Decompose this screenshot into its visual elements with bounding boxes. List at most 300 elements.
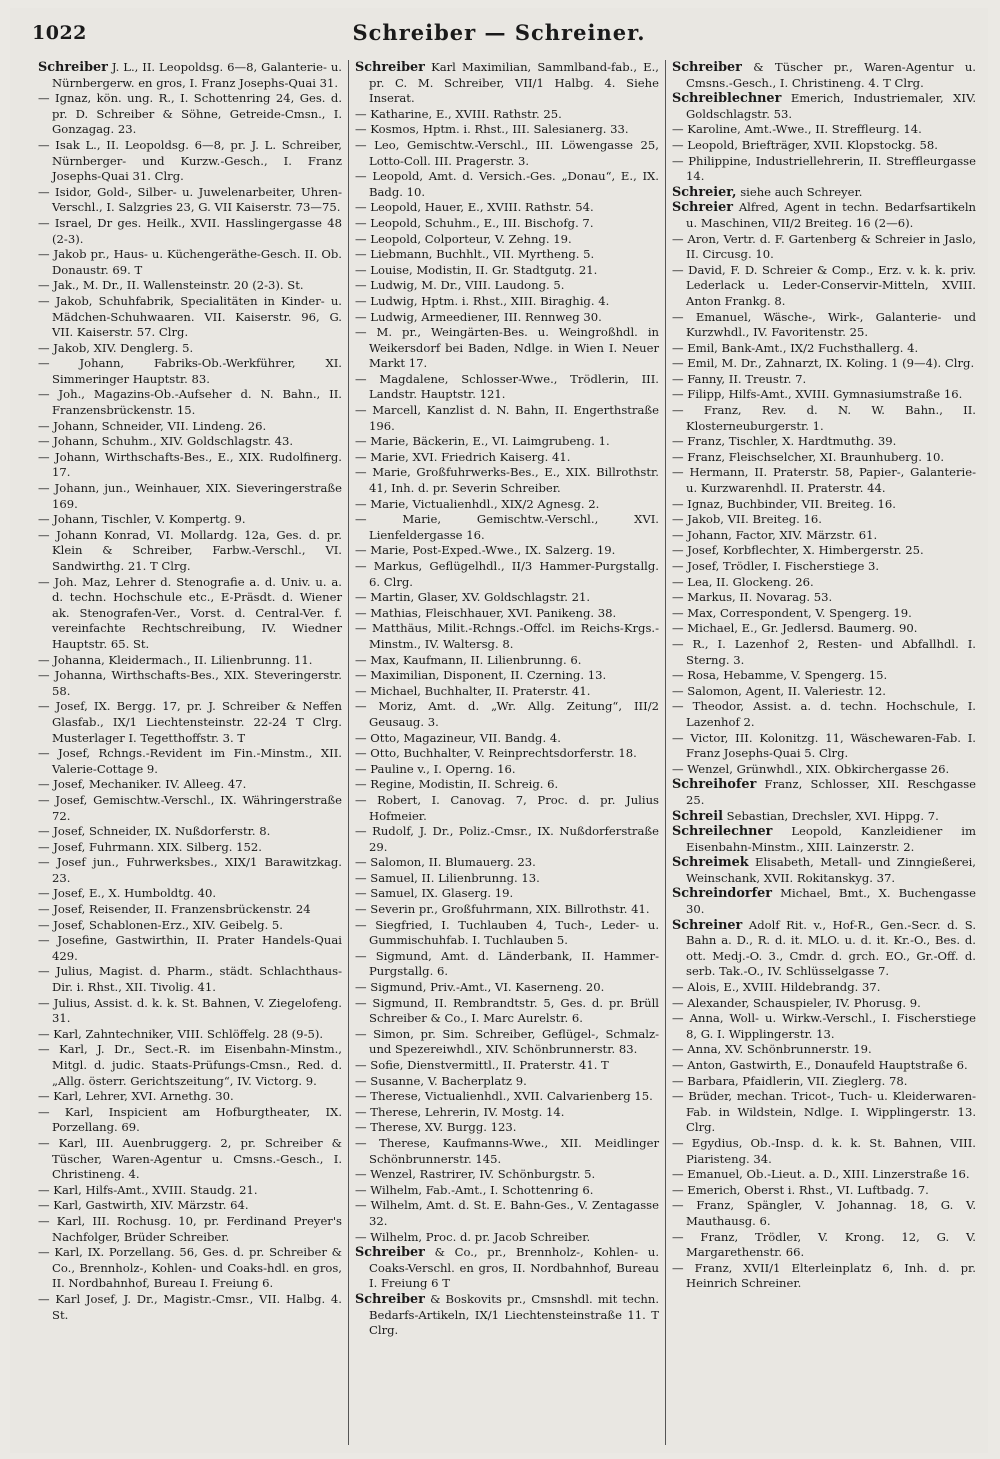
entry-text: — Therese, Kaufmanns-Wwe., XII. Meidlinger Schönbrunnerstr. 145. — [355, 1135, 659, 1166]
entry-text: — Johann Konrad, VI. Mollardg. 12a, Ges. d. pr. Klein & Schreiber, Farbw.-Verschl., VI. Sandwirthg. 21. T Clrg. — [38, 527, 342, 573]
entry-text: — Aron, Vertr. d. F. Gartenberg & Schreier in Jaslo, II. Circusg. 10. — [672, 231, 976, 262]
directory-entry-main — [672, 60, 976, 91]
directory-entry — [38, 387, 342, 418]
directory-entry — [38, 528, 342, 575]
entry-text: — Leopold, Amt. d. Versich.-Ges. „Donau“, E., IX. Badg. 10. — [355, 169, 659, 199]
entry-text: — Robert, I. Canovag. 7, Proc. d. pr. Julius Hofmeier. — [355, 792, 659, 823]
directory-entry — [672, 387, 976, 403]
entry-text: — Josefine, Gastwirthin, II. Prater Handels-Quai 429. — [38, 933, 342, 963]
directory-entry-main — [355, 1292, 659, 1339]
entry-text: — Jakob, VII. Breiteg. 16. — [672, 512, 822, 527]
entry-text: — Theodor, Assist. a. d. techn. Hochschule, I. Lazenhof 2. — [672, 699, 976, 729]
directory-entry — [355, 1120, 659, 1136]
directory-entry-main — [355, 60, 659, 107]
directory-entry — [38, 138, 342, 185]
directory-entry — [38, 824, 342, 840]
directory-entry — [355, 824, 659, 855]
directory-entry — [355, 1230, 659, 1246]
entry-text: — M. pr., Weingärten-Bes. u. Weingroßhdl. in Weikersdorf bei Baden, Ndlge. in Wien I. Neuer Markt 17. — [355, 325, 659, 371]
entry-text: — Julius, Magist. d. Pharm., städt. Schlachthaus-Dir. i. Rhst., XII. Tivolig. 41. — [38, 964, 342, 995]
entry-text: — Samuel, IX. Glaserg. 19. — [355, 886, 514, 901]
entry-text: — Sigmund, Amt. d. Länderbank, II. Hammer-Purgstallg. 6. — [355, 948, 659, 979]
directory-entry — [355, 1105, 659, 1121]
entry-text: — Karoline, Amt.-Wwe., II. Streffleurg. 14. — [672, 122, 922, 137]
entry-text: — Therese, Lehrerin, IV. Mostg. 14. — [355, 1104, 565, 1119]
entry-text: & Tüscher pr., Waren-Agentur u. Cmsns.-Gesch., I. Christineng. 4. T Clrg. — [686, 60, 976, 90]
entry-text: — Hermann, II. Praterstr. 58, Papier-, Galanterie- u. Kurzwarenhdl. II. Praterstr. 44. — [672, 465, 976, 496]
entry-text: — Sigmund, Priv.-Amt., VI. Kaserneng. 20. — [355, 980, 605, 995]
entry-text: — Samuel, II. Lilienbrunng. 13. — [355, 870, 540, 885]
directory-entry — [38, 855, 342, 886]
directory-entry — [355, 1074, 659, 1090]
directory-entry — [355, 902, 659, 918]
directory-entry — [355, 871, 659, 887]
entry-text: — Alexander, Schauspieler, IV. Phorusg. 9. — [672, 995, 921, 1010]
entry-text: — Liebmann, Buchhlt., VII. Myrtheng. 5. — [355, 247, 595, 262]
directory-entry — [38, 481, 342, 512]
directory-entry-main — [672, 886, 976, 917]
entry-text: — Mathias, Fleischhauer, XVI. Panikeng. 38. — [355, 605, 617, 620]
directory-entry — [355, 138, 659, 169]
entry-text: — Josef, Rchngs.-Revident im Fin.-Minstm., XII. Valerie-Cottage 9. — [38, 746, 342, 776]
directory-entry — [672, 1230, 976, 1261]
entry-text: — Wilhelm, Amt. d. St. E. Bahn-Ges., V. Zentagasse 32. — [355, 1198, 659, 1228]
entry-text: — Simon, pr. Sim. Schreiber, Geflügel-, Schmalz- und Spezereiwhdl., XIV. Schönbrunnerstr. 83. — [355, 1026, 659, 1057]
directory-entry — [672, 996, 976, 1012]
entry-text: — Franz, Tischler, X. Hardtmuthg. 39. — [672, 434, 897, 449]
column-3 — [665, 60, 982, 1445]
entry-text: — Moriz, Amt. d. „Wr. Allg. Zeitung“, III/2 Geusaug. 3. — [355, 699, 659, 729]
entry-text: — Sofie, Dienstvermittl., II. Praterstr. 41. T — [355, 1058, 609, 1072]
entry-text: — Matthäus, Milit.-Rchngs.-Offcl. im Reichs-Krgs.-Minstm., IV. Waltersg. 8. — [355, 621, 659, 651]
directory-entry — [355, 247, 659, 263]
entry-text: Karl Maximilian, Sammlband-fab., E., pr. C. M. Schreiber, VII/1 Halbg. 4. Siehe Inserat. — [369, 60, 659, 106]
entry-text: — Leopold, Colporteur, V. Zehng. 19. — [355, 231, 572, 246]
directory-entry — [38, 840, 342, 856]
directory-entry — [672, 559, 976, 575]
page-header — [10, 8, 988, 54]
directory-entry — [38, 699, 342, 746]
entry-text: — Karl, J. Dr., Sect.-R. im Eisenbahn-Minstm., Mitgl. d. judic. Staats-Prüfungs-Cmsn., Red. d. „Allg. österr. Gerichtszeitung“, IV. Victorg. 9. — [38, 1042, 342, 1088]
entry-text: — Markus, II. Novarag. 53. — [672, 590, 833, 605]
directory-entry — [355, 294, 659, 310]
entry-text: — Brüder, mechan. Tricot-, Tuch- u. Kleiderwaren-Fab. in Wildstein, Ndlge. I. Wipplingerstr. 13. Clrg. — [672, 1089, 976, 1135]
directory-entry-main — [672, 91, 976, 122]
directory-entry — [355, 777, 659, 793]
directory-entry — [672, 668, 976, 684]
entry-text: & Co., pr., Brennholz-, Kohlen- u. Coaks-Verschl. en gros, II. Nordbahnhof, Bureau I. Freiung 6 T — [369, 1245, 660, 1291]
entry-text: siehe auch Schreyer. — [740, 184, 863, 199]
directory-entry — [672, 543, 976, 559]
entry-text: Adolf Rit. v., Hof-R., Gen.-Secr. d. S. Bahn a. D., R. d. it. MLO. u. d. it. Kr.-O., Bes. d. ott. Medj.-O. 3., Cmdr. d. grch. EO., Gr.-Off. d. serb. Tak.-O., IV. Schlüsselgasse 7. — [686, 917, 976, 979]
entry-text: — Josef, Korbflechter, X. Himbergerstr. 25. — [672, 543, 924, 558]
directory-entry-main — [672, 918, 976, 980]
entry-text: — Wilhelm, Fab.-Amt., I. Schottenring 6. — [355, 1182, 594, 1197]
entry-text: — Marie, Gemischtw.-Verschl., XVI. Lienfeldergasse 16. — [355, 512, 659, 542]
directory-entry — [672, 1011, 976, 1042]
directory-entry — [355, 886, 659, 902]
directory-entry — [672, 1167, 976, 1183]
entry-text: — Regine, Modistin, II. Schreig. 6. — [355, 777, 559, 792]
directory-entry — [355, 699, 659, 730]
entry-surname: Schreil — [672, 808, 723, 824]
entry-text: — Louise, Modistin, II. Gr. Stadtgutg. 21. — [355, 262, 598, 277]
entry-text: Franz, Schlosser, XII. Reschgasse 25. — [686, 777, 976, 807]
directory-entry — [672, 1089, 976, 1136]
directory-entry — [38, 653, 342, 669]
directory-entry — [672, 731, 976, 762]
directory-entry — [672, 497, 976, 513]
directory-entry — [355, 1089, 659, 1105]
entry-text: — Karl, III. Rochusg. 10, pr. Ferdinand Preyer's Nachfolger, Brüder Schreiber. — [38, 1213, 342, 1244]
directory-entry — [355, 980, 659, 996]
entry-text: — R., I. Lazenhof 2, Resten- und Abfallhdl. I. Sterng. 3. — [672, 636, 976, 667]
directory-entry — [672, 512, 976, 528]
directory-entry — [355, 1027, 659, 1058]
entry-text: — Karl, III. Auenbruggerg. 2, pr. Schreiber & Tüscher, Waren-Agentur u. Cmsns.-Gesch., I. Christineng. 4. — [38, 1135, 342, 1182]
entry-text: — Philippine, Industriellehrerin, II. Streffleurgasse 14. — [672, 153, 976, 184]
entry-text: — Otto, Magazineur, VII. Bandg. 4. — [355, 730, 561, 745]
column-1 — [32, 60, 348, 1445]
directory-entry — [355, 403, 659, 434]
directory-entry — [38, 964, 342, 995]
entry-text: — Joh., Magazins-Ob.-Aufseher d. N. Bahn., II. Franzensbrückenstr. 15. — [38, 387, 342, 418]
directory-page — [10, 8, 988, 1453]
directory-entry — [672, 1042, 976, 1058]
directory-entry — [355, 200, 659, 216]
entry-text: — Isak L., II. Leopoldsg. 6—8, pr. J. L. Schreiber, Nürnberger- und Kurzw.-Gesch., I. Franz Josephs-Quai 31. Clrg. — [38, 137, 342, 184]
entry-text: — David, F. D. Schreier & Comp., Erz. v. k. k. priv. Lederlack u. Leder-Conservir-Mitteln, XVIII. Anton Frankg. 8. — [672, 262, 976, 308]
directory-entry — [355, 949, 659, 980]
directory-entry — [38, 575, 342, 653]
directory-entry — [355, 372, 659, 403]
directory-entry — [355, 232, 659, 248]
entry-text: — Martin, Glaser, XV. Goldschlagstr. 21. — [355, 590, 591, 605]
entry-text: — Barbara, Pfaidlerin, VII. Zieglerg. 78. — [672, 1073, 908, 1088]
directory-entry — [355, 310, 659, 326]
entry-text: — Josef, Trödler, I. Fischerstiege 3. — [672, 559, 880, 573]
directory-entry — [672, 403, 976, 434]
entry-text: — Ignaz, Buchbinder, VII. Breiteg. 16. — [672, 496, 896, 511]
directory-entry — [38, 1089, 342, 1105]
entry-text: — Emil, M. Dr., Zahnarzt, IX. Koling. 1 (9—4). Clrg. — [672, 356, 975, 371]
directory-entry — [672, 528, 976, 544]
directory-entry — [672, 138, 976, 154]
entry-text: — Therese, Victualienhdl., XVII. Calvarienberg 15. — [355, 1089, 653, 1104]
directory-entry — [355, 1167, 659, 1183]
directory-entry — [38, 294, 342, 341]
entry-text: — Rudolf, J. Dr., Poliz.-Cmsr., IX. Nußdorferstraße 29. — [355, 824, 659, 854]
entry-text: — Marcell, Kanzlist d. N. Bahn, II. Engerthstraße 196. — [355, 403, 659, 433]
entry-text: — Marie, Bäckerin, E., VI. Laimgrubeng. 1. — [355, 434, 610, 449]
entry-surname: Schreihofer — [672, 777, 757, 793]
directory-entry — [355, 325, 659, 372]
entry-text: — Lea, II. Glockeng. 26. — [672, 574, 814, 589]
entry-text: — Josef, Fuhrmann. XIX. Silberg. 152. — [38, 839, 262, 854]
page-number: 1022 — [32, 22, 87, 44]
directory-entry — [355, 169, 659, 200]
directory-entry — [672, 450, 976, 466]
directory-entry — [672, 1136, 976, 1167]
entry-text: — Josef, E., X. Humboldtg. 40. — [38, 886, 217, 901]
entry-text: — Marie, XVI. Friedrich Kaiserg. 41. — [355, 449, 571, 464]
directory-entry — [355, 684, 659, 700]
entry-text: — Josef, Reisender, II. Franzensbrückenstr. 24 — [38, 902, 311, 917]
directory-entry — [672, 575, 976, 591]
directory-entry — [38, 902, 342, 918]
entry-text: Elisabeth, Metall- und Zinngießerei, Weinschank, XVII. Rokitanskyg. 37. — [686, 855, 976, 885]
directory-entry — [672, 232, 976, 263]
directory-entry — [355, 107, 659, 123]
directory-entry — [672, 341, 976, 357]
directory-entry — [38, 746, 342, 777]
entry-text: — Wenzel, Rastrirer, IV. Schönburgstr. 5. — [355, 1167, 596, 1182]
directory-entry — [672, 637, 976, 668]
entry-text: — Franz, XVII/1 Elterleinplatz 6, Inh. d. pr. Heinrich Schreiner. — [672, 1260, 976, 1291]
entry-text: — Josef, Gemischtw.-Verschl., IX. Währingerstraße 72. — [38, 792, 342, 823]
entry-text: — Franz, Spängler, V. Johannag. 18, G. V. Mauthausg. 6. — [672, 1198, 976, 1228]
entry-surname: Schreier, — [672, 184, 737, 200]
entry-text: — Franz, Rev. d. N. W. Bahn., II. Klosterneuburgerstr. 1. — [672, 403, 976, 433]
entry-text: & Boskovits pr., Cmsnshdl. mit techn. Bedarfs-Artikeln, IX/1 Liechtensteinstraße 11. T Clrg. — [369, 1291, 660, 1338]
entry-text: — Max, Kaufmann, II. Lilienbrunng. 6. — [355, 652, 582, 667]
entry-surname: Schreier — [672, 200, 733, 216]
entry-surname: Schreiber — [355, 1245, 425, 1261]
directory-entry — [38, 933, 342, 964]
directory-entry — [38, 1105, 342, 1136]
entry-text: Leopold, Kanzleidiener im Eisenbahn-Minstm., XIII. Lainzerstr. 2. — [686, 824, 977, 854]
directory-entry — [38, 918, 342, 934]
entry-text: — Johann, Wirthschafts-Bes., E., XIX. Rudolfinerg. 17. — [38, 449, 342, 480]
entry-text: Sebastian, Drechsler, XVI. Hippg. 7. — [726, 808, 939, 823]
directory-entry — [355, 746, 659, 762]
entry-text: — Max, Correspondent, V. Spengerg. 19. — [672, 605, 912, 620]
directory-entry — [672, 606, 976, 622]
directory-entry — [355, 731, 659, 747]
directory-entry — [355, 793, 659, 824]
directory-entry — [38, 1245, 342, 1292]
directory-entry — [672, 1261, 976, 1292]
directory-entry — [38, 91, 342, 138]
column-2 — [348, 60, 665, 1445]
directory-entry — [38, 1042, 342, 1089]
directory-columns — [32, 60, 982, 1445]
entry-text: Michael, Bmt., X. Buchengasse 30. — [686, 886, 976, 917]
entry-text: — Kosmos, Hptm. i. Rhst., III. Salesianerg. 33. — [355, 122, 629, 137]
entry-text: — Karl, Zahntechniker, VIII. Schlöffelg. 28 (9-5). — [38, 1026, 324, 1041]
directory-entry-main — [672, 855, 976, 886]
entry-surname: Schreiner — [672, 917, 743, 933]
entry-text: — Johanna, Wirthschafts-Bes., XIX. Steveringerstr. 58. — [38, 668, 342, 698]
entry-text: Alfred, Agent in techn. Bedarfsartikeln u. Maschinen, VII/2 Breiteg. 16 (2—6). — [686, 200, 977, 230]
directory-entry — [355, 122, 659, 138]
directory-entry-main — [672, 809, 976, 825]
entry-text: — Josef, IX. Bergg. 17, pr. J. Schreiber & Neffen Glasfab., IX/1 Liechtensteinstr. 22-24 T Clrg. Musterlager I. Tegetthoffstr. 3. T — [38, 699, 342, 745]
entry-text: — Karl, Inspicient am Hofburgtheater, IX. Porzellang. 69. — [38, 1104, 342, 1135]
entry-text: — Maximilian, Disponent, II. Czerning. 13. — [355, 668, 607, 683]
entry-text: — Magdalene, Schlosser-Wwe., Trödlerin, III. Landstr. Hauptstr. 121. — [355, 371, 659, 402]
directory-entry — [38, 356, 342, 387]
entry-text: J. L., II. Leopoldsg. 6—8, Galanterie- u. Nürnbergerw. en gros, I. Franz Josephs-Quai 31. — [52, 60, 342, 90]
directory-entry — [355, 1136, 659, 1167]
directory-entry — [355, 606, 659, 622]
entry-text: — Sigmund, II. Rembrandtstr. 5, Ges. d. pr. Brüll Schreiber & Co., I. Marc Aurelstr. 6. — [355, 995, 659, 1026]
entry-text: — Joh. Maz, Lehrer d. Stenografie a. d. Univ. u. a. d. techn. Hochschule etc., E-Präsdt. d. Wiener ak. Stenografen-Ver., Vorst. d. Central-Ver. f. vereinfachte Rechtschreibung, IV. Wiedner Hauptstr. 65. St. — [38, 574, 342, 651]
entry-text: — Jakob pr., Haus- u. Küchengeräthe-Gesch. II. Ob. Donaustr. 69. T — [38, 247, 342, 277]
entry-surname: Schreiber — [355, 60, 425, 75]
entry-text: — Jakob, XIV. Denglerg. 5. — [38, 340, 194, 355]
directory-entry — [355, 762, 659, 778]
directory-entry — [672, 1183, 976, 1199]
directory-entry — [672, 621, 976, 637]
directory-entry — [38, 512, 342, 528]
entry-text: — Salomon, II. Blumauerg. 23. — [355, 855, 536, 870]
entry-text: — Leopold, Briefträger, XVII. Klopstockg. 58. — [672, 137, 938, 152]
entry-surname: Schreilechner — [672, 824, 773, 840]
entry-text: — Johann, jun., Weinhauer, XIX. Sieveringerstraße 169. — [38, 481, 342, 511]
directory-entry — [672, 154, 976, 185]
entry-text: — Rosa, Hebamme, V. Spengerg. 15. — [672, 668, 888, 683]
entry-text: — Johanna, Kleidermach., II. Lilienbrunng. 11. — [38, 652, 313, 667]
directory-entry — [355, 278, 659, 294]
directory-entry — [38, 1136, 342, 1183]
directory-entry — [38, 341, 342, 357]
directory-entry — [38, 996, 342, 1027]
entry-text: — Johann, Tischler, V. Kompertg. 9. — [38, 512, 246, 527]
entry-text: — Jak., M. Dr., II. Wallensteinstr. 20 (2-3). St. — [38, 278, 304, 293]
directory-entry — [672, 356, 976, 372]
directory-entry — [38, 247, 342, 278]
directory-entry — [355, 855, 659, 871]
entry-text: — Karl, Hilfs-Amt., XVIII. Staudg. 21. — [38, 1182, 258, 1197]
directory-entry — [672, 434, 976, 450]
entry-text: — Leopold, Schuhm., E., III. Bischofg. 7. — [355, 215, 594, 230]
entry-text: — Marie, Victualienhdl., XIX/2 Agnesg. 2. — [355, 496, 600, 511]
directory-entry — [355, 512, 659, 543]
directory-entry — [672, 1074, 976, 1090]
entry-text: — Josef jun., Fuhrwerksbes., XIX/1 Barawitzkag. 23. — [38, 855, 342, 885]
entry-text: — Therese, XV. Burgg. 123. — [355, 1120, 517, 1135]
directory-entry — [355, 1198, 659, 1229]
running-title: Schreiber — Schreiner. — [352, 20, 646, 45]
directory-entry — [355, 450, 659, 466]
entry-text: — Isidor, Gold-, Silber- u. Juwelenarbeiter, Uhren-Verschl., I. Salzgries 23, G. VII Kaiserstr. 73—75. — [38, 184, 342, 215]
entry-text: — Josef, Mechaniker. IV. Alleeg. 47. — [38, 777, 247, 792]
entry-text: — Leopold, Hauer, E., XVIII. Rathstr. 54. — [355, 200, 594, 215]
entry-text: — Marie, Großfuhrwerks-Bes., E., XIX. Billrothstr. 41, Inh. d. pr. Severin Schreiber. — [355, 465, 659, 496]
directory-entry — [355, 590, 659, 606]
entry-text: — Karl, Gastwirth, XIV. Märzstr. 64. — [38, 1198, 249, 1213]
entry-text: — Marie, Post-Exped.-Wwe., IX. Salzerg. 19. — [355, 543, 616, 558]
directory-entry — [38, 419, 342, 435]
directory-entry — [38, 886, 342, 902]
directory-entry — [355, 263, 659, 279]
directory-entry — [355, 1183, 659, 1199]
entry-text: — Alois, E., XVIII. Hildebrandg. 37. — [672, 980, 881, 995]
entry-text: — Julius, Assist. d. k. k. St. Bahnen, V. Ziegelofeng. 31. — [38, 995, 342, 1026]
entry-text: — Otto, Buchhalter, V. Reinprechtsdorferstr. 18. — [355, 746, 637, 761]
entry-text: — Josef, Schneider, IX. Nußdorferstr. 8. — [38, 824, 271, 839]
directory-entry — [38, 777, 342, 793]
directory-entry — [355, 996, 659, 1027]
entry-text: — Josef, Schablonen-Erz., XIV. Geibelg. 5. — [38, 917, 283, 932]
directory-entry — [38, 793, 342, 824]
entry-text: — Michael, Buchhalter, II. Praterstr. 41. — [355, 683, 591, 698]
directory-entry — [38, 216, 342, 247]
entry-text: — Jakob, Schuhfabrik, Specialitäten in Kinder- u. Mädchen-Schuhwaaren. VII. Kaiserstr. 96, G. VII. Kaiserstr. 57. Clrg. — [38, 293, 342, 340]
directory-entry-main — [672, 777, 976, 808]
directory-entry — [672, 699, 976, 730]
directory-entry — [355, 668, 659, 684]
directory-entry-main — [672, 185, 976, 201]
directory-entry — [672, 762, 976, 778]
entry-text: — Severin pr., Großfuhrmann, XIX. Billrothstr. 41. — [355, 902, 650, 917]
entry-text: — Johann, Factor, XIV. Märzstr. 61. — [672, 527, 878, 542]
entry-text: — Ludwig, Hptm. i. Rhst., XIII. Biraghig. 4. — [355, 293, 610, 308]
directory-entry — [38, 1292, 342, 1323]
entry-text: — Ludwig, M. Dr., VIII. Laudong. 5. — [355, 278, 565, 293]
directory-entry-main — [38, 60, 342, 91]
entry-text: — Johann, Schneider, VII. Lindeng. 26. — [38, 418, 267, 433]
directory-entry — [38, 1214, 342, 1245]
entry-text: — Emerich, Oberst i. Rhst., VI. Luftbadg. 7. — [672, 1182, 929, 1197]
entry-surname: Schreiber — [355, 1291, 425, 1307]
entry-text: — Karl Josef, J. Dr., Magistr.-Cmsr., VII. Halbg. 4. St. — [38, 1291, 342, 1322]
directory-entry — [38, 185, 342, 216]
directory-entry — [355, 465, 659, 496]
entry-text: — Emanuel, Ob.-Lieut. a. D., XIII. Linzerstraße 16. — [672, 1167, 970, 1182]
entry-text: — Markus, Geflügelhdl., II/3 Hammer-Purgstallg. 6. Clrg. — [355, 559, 659, 589]
directory-entry — [355, 497, 659, 513]
entry-text: — Anna, Woll- u. Wirkw.-Verschl., I. Fischerstiege 8, G. I. Wipplingerstr. 13. — [672, 1011, 976, 1041]
directory-entry — [355, 621, 659, 652]
directory-entry — [672, 1198, 976, 1229]
directory-entry — [672, 1058, 976, 1074]
directory-entry — [38, 450, 342, 481]
entry-surname: Schreindorfer — [672, 886, 773, 902]
directory-entry — [672, 372, 976, 388]
entry-text: — Franz, Trödler, V. Krong. 12, G. V. Margarethenstr. 66. — [672, 1229, 976, 1260]
entry-text: — Ludwig, Armeediener, III. Rennweg 30. — [355, 309, 602, 324]
directory-entry — [672, 980, 976, 996]
entry-text: — Siegfried, I. Tuchlauben 4, Tuch-, Leder- u. Gummischuhfab. I. Tuchlauben 5. — [355, 917, 659, 948]
directory-entry-main — [672, 200, 976, 231]
entry-text: — Michael, E., Gr. Jedlersd. Baumerg. 90. — [672, 621, 918, 636]
directory-entry — [672, 590, 976, 606]
entry-surname: Schreiber — [38, 60, 108, 75]
directory-entry — [355, 434, 659, 450]
directory-entry — [38, 434, 342, 450]
directory-entry — [672, 684, 976, 700]
entry-text: — Filipp, Hilfs-Amt., XVIII. Gymnasiumstraße 16. — [672, 387, 963, 402]
entry-text: — Franz, Fleischselcher, XI. Braunhuberg. 10. — [672, 449, 945, 464]
entry-text: — Johann, Fabriks-Ob.-Werkführer, XI. Simmeringer Hauptstr. 83. — [38, 356, 342, 386]
directory-entry — [38, 1183, 342, 1199]
entry-text: — Wilhelm, Proc. d. pr. Jacob Schreiber. — [355, 1229, 591, 1244]
entry-text: Emerich, Industriemaler, XIV. Goldschlagstr. 53. — [686, 91, 977, 121]
directory-entry — [38, 668, 342, 699]
entry-text: — Ignaz, kön. ung. R., I. Schottenring 24, Ges. d. pr. D. Schreiber & Söhne, Getreide-Cmsn., I. Gonzagag. 23. — [38, 91, 342, 137]
directory-entry — [355, 543, 659, 559]
entry-text: — Israel, Dr ges. Heilk., XVII. Hasslingergasse 48 (2-3). — [38, 215, 342, 246]
directory-entry — [38, 278, 342, 294]
entry-text: — Anton, Gastwirth, E., Donaufeld Hauptstraße 6. — [672, 1058, 968, 1072]
directory-entry — [672, 465, 976, 496]
directory-entry — [672, 122, 976, 138]
directory-entry-main — [355, 1245, 659, 1292]
directory-entry — [355, 216, 659, 232]
directory-entry — [38, 1198, 342, 1214]
